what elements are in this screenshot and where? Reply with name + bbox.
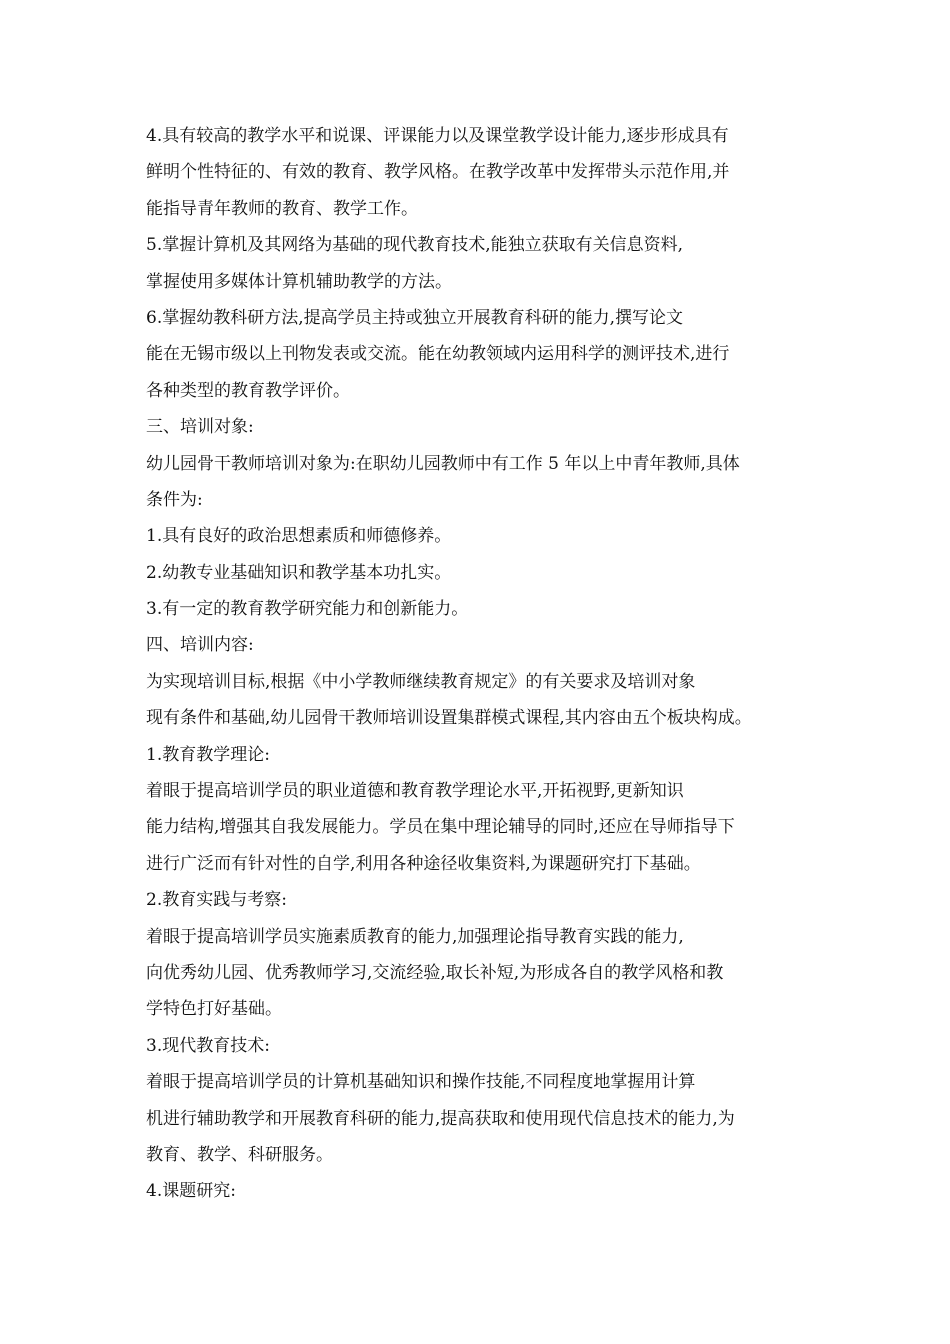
text-line: 3.有一定的教育教学研究能力和创新能力。 [146,599,469,620]
text-line: 为实现培训目标,根据《中小学教师继续教育规定》的有关要求及培训对象 [146,671,696,692]
text-line: 进行广泛而有针对性的自学,利用各种途径收集资料,为课题研究打下基础。 [146,853,701,874]
document-body [146,118,826,1210]
text-line: 向优秀幼儿园、优秀教师学习,交流经验,取长补短,为形成各自的教学风格和教 [146,962,724,983]
text-line: 6.掌握幼教科研方法,提高学员主持或独立开展教育科研的能力,撰写论文 [146,307,684,328]
text-line: 2.幼教专业基础知识和教学基本功扎实。 [146,562,452,583]
text-line: 教育、教学、科研服务。 [146,1144,333,1165]
text-line: 机进行辅助教学和开展教育科研的能力,提高获取和使用现代信息技术的能力,为 [146,1108,735,1129]
text-line: 1.具有良好的政治思想素质和师德修养。 [146,526,452,547]
subsection-heading: 3.现代教育技术: [146,1035,270,1056]
text-line: 掌握使用多媒体计算机辅助教学的方法。 [146,271,452,292]
text-line: 现有条件和基础,幼儿园骨干教师培训设置集群模式课程,其内容由五个板块构成。 [146,708,752,729]
text-line: 着眼于提高培训学员的计算机基础知识和操作技能,不同程度地掌握用计算 [146,1072,696,1093]
text-line: 鲜明个性特征的、有效的教育、教学风格。在教学改革中发挥带头示范作用,并 [146,162,730,183]
text-line: 幼儿园骨干教师培训对象为:在职幼儿园教师中有工作 5 年以上中青年教师,具体 [146,453,740,474]
text-line: 着眼于提高培训学员实施素质教育的能力,加强理论指导教育实践的能力, [146,926,684,947]
text-line: 能指导青年教师的教育、教学工作。 [146,198,418,219]
text-line: 学特色打好基础。 [146,999,282,1020]
section-heading: 四、培训内容: [146,635,254,656]
text-line: 能在无锡市级以上刊物发表或交流。能在幼教领域内运用科学的测评技术,进行 [146,344,730,365]
subsection-heading: 1.教育教学理论: [146,744,270,765]
text-line: 能力结构,增强其自我发展能力。学员在集中理论辅导的同时,还应在导师指导下 [146,817,735,838]
text-line: 各种类型的教育教学评价。 [146,380,350,401]
text-line: 着眼于提高培训学员的职业道德和教育教学理论水平,开拓视野,更新知识 [146,781,684,802]
subsection-heading: 4.课题研究: [146,1181,236,1202]
text-line: 条件为: [146,489,203,510]
section-heading: 三、培训对象: [146,417,254,438]
text-line: 4.具有较高的教学水平和说课、评课能力以及课堂教学设计能力,逐步形成具有 [146,126,729,146]
subsection-heading: 2.教育实践与考察: [146,890,287,911]
text-line: 5.掌握计算机及其网络为基础的现代教育技术,能独立获取有关信息资料, [146,235,684,256]
